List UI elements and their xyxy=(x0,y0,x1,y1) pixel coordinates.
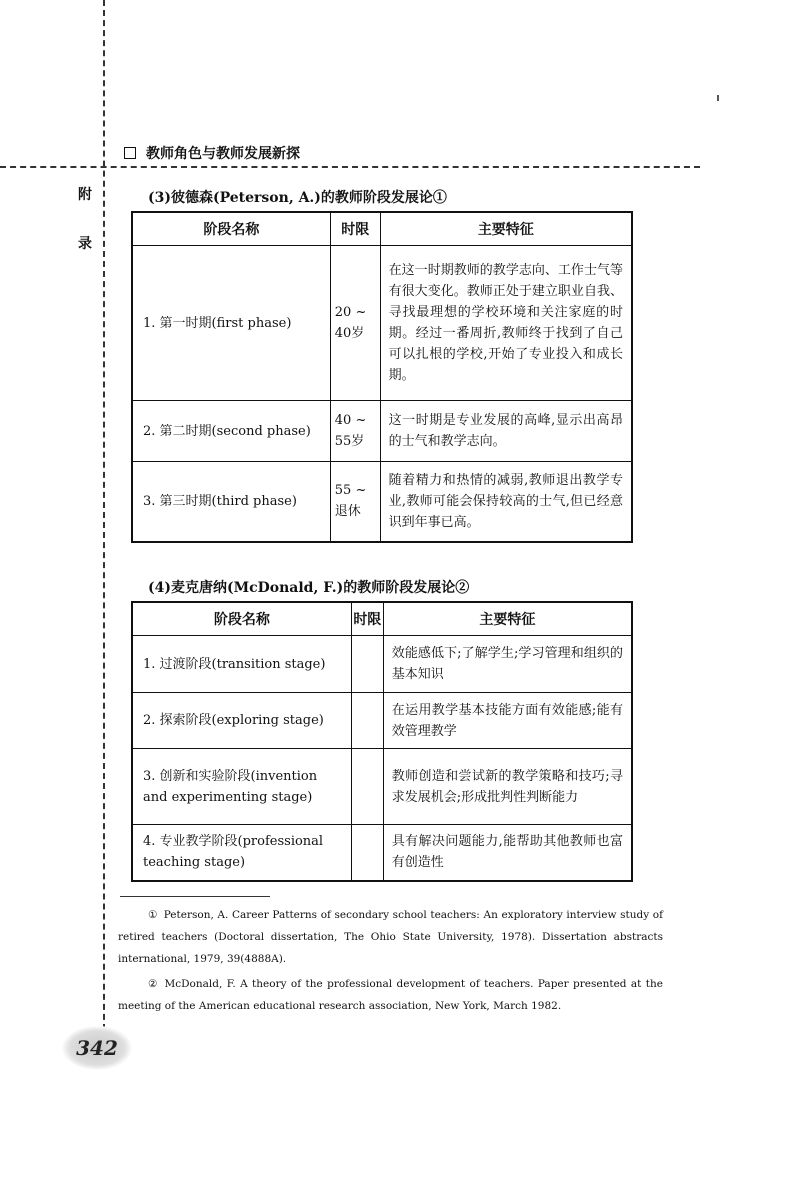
stage-name: 2. 第二时期(second phase) xyxy=(132,401,330,462)
column-header: 时限 xyxy=(351,602,383,636)
section3-title: (3)彼德森(Peterson, A.)的教师阶段发展论① xyxy=(148,190,447,206)
side-label-lu: 录 xyxy=(78,236,92,252)
footnote-rule xyxy=(120,896,270,897)
table-row xyxy=(132,749,632,825)
stage-period xyxy=(351,636,383,693)
stage-name: 3. 创新和实验阶段(invention and experimenting stage) xyxy=(132,749,351,825)
binding-dashed-line-horizontal xyxy=(0,166,700,168)
table-row xyxy=(132,636,632,693)
table-header-row xyxy=(132,212,632,246)
table-row xyxy=(132,825,632,881)
stage-period xyxy=(351,749,383,825)
peterson-table xyxy=(131,211,633,543)
stage-period xyxy=(351,825,383,881)
footnote-text: McDonald, F. A theory of the professional development of teachers. Paper presented at the meeting of the American educational research association, New York, March 1982. xyxy=(118,978,663,1012)
stage-feature: 具有解决问题能力,能帮助其他教师也富有创造性 xyxy=(383,825,632,881)
table-row xyxy=(132,693,632,749)
page-number: 342 xyxy=(62,1026,132,1070)
stage-name: 1. 过渡阶段(transition stage) xyxy=(132,636,351,693)
footnote-text: Peterson, A. Career Patterns of secondary school teachers: An exploratory interview study of retired teachers (Doctoral dissertation, The Ohio State University, 1978). Dissertation abstracts international, 1979, 39(4888A). xyxy=(118,909,663,965)
running-header-title: 教师角色与教师发展新探 xyxy=(146,146,300,162)
stage-period: 55 ~ 退休 xyxy=(330,462,380,542)
stage-period xyxy=(351,693,383,749)
square-icon xyxy=(124,147,136,159)
footnote-marker: ① xyxy=(148,909,158,921)
stage-feature: 这一时期是专业发展的高峰,显示出高昂的士气和教学志向。 xyxy=(380,401,632,462)
binding-dashed-line-vertical xyxy=(103,0,105,1040)
stage-period: 20 ~ 40岁 xyxy=(330,246,380,401)
column-header: 阶段名称 xyxy=(132,602,351,636)
running-header xyxy=(124,143,300,163)
footnote-marker: ② xyxy=(148,978,159,990)
stage-period: 40 ~ 55岁 xyxy=(330,401,380,462)
stage-name: 2. 探索阶段(exploring stage) xyxy=(132,693,351,749)
scan-mark xyxy=(717,95,719,101)
table-row xyxy=(132,462,632,542)
stage-name: 3. 第三时期(third phase) xyxy=(132,462,330,542)
side-label-fu: 附 xyxy=(78,187,92,203)
column-header: 主要特征 xyxy=(383,602,632,636)
table-row xyxy=(132,401,632,462)
stage-feature: 效能感低下;了解学生;学习管理和组织的基本知识 xyxy=(383,636,632,693)
footnote-1 xyxy=(118,904,663,970)
section4-title: (4)麦克唐纳(McDonald, F.)的教师阶段发展论② xyxy=(148,580,470,596)
stage-name: 1. 第一时期(first phase) xyxy=(132,246,330,401)
column-header: 阶段名称 xyxy=(132,212,330,246)
table-header-row xyxy=(132,602,632,636)
table-row xyxy=(132,246,632,401)
column-header: 主要特征 xyxy=(380,212,632,246)
stage-feature: 教师创造和尝试新的教学策略和技巧;寻求发展机会;形成批判性判断能力 xyxy=(383,749,632,825)
stage-name: 4. 专业教学阶段(professional teaching stage) xyxy=(132,825,351,881)
column-header: 时限 xyxy=(330,212,380,246)
footnote-2 xyxy=(118,973,663,1017)
stage-feature: 在运用教学基本技能方面有效能感;能有效管理教学 xyxy=(383,693,632,749)
stage-feature: 在这一时期教师的教学志向、工作士气等有很大变化。教师正处于建立职业自我、寻找最理想的学校环境和关注家庭的时期。经过一番周折,教师终于找到了自己可以扎根的学校,开始了专业投入和成长期。 xyxy=(380,246,632,401)
stage-feature: 随着精力和热情的减弱,教师退出教学专业,教师可能会保持较高的士气,但已经意识到年事已高。 xyxy=(380,462,632,542)
mcdonald-table xyxy=(131,601,633,882)
